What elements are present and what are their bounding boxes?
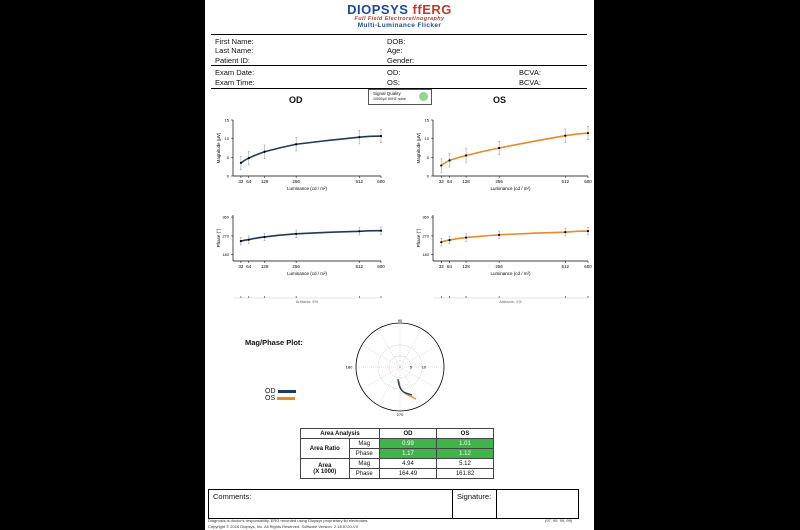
y-axis-label: Phase (°) <box>216 228 221 248</box>
series-line <box>241 231 381 241</box>
table-row <box>301 439 494 449</box>
y-tick-label: 0 <box>226 173 229 179</box>
legend-od <box>265 388 296 395</box>
series-line <box>241 136 381 163</box>
area-analysis-table <box>300 428 494 479</box>
area-label-cell <box>301 459 350 479</box>
signature-box[interactable] <box>452 489 579 519</box>
footer-disclaimer: Diagnosis is doctor's responsibility. ERG recorded using Diopsys proprietary lid electrodes. <box>208 518 369 523</box>
x-tick-label: 512 <box>561 264 570 269</box>
x-tick-label: 512 <box>355 264 364 269</box>
y-tick-label: 5 <box>226 154 229 160</box>
signal-quality-note: 10000µV 60HZ noise <box>373 97 406 101</box>
report-header <box>205 2 594 29</box>
x-tick-label: 512 <box>561 179 570 184</box>
row-label: Mag <box>349 439 380 449</box>
y-tick-label: 180 <box>222 252 229 258</box>
data-point <box>263 236 265 238</box>
chart-od-magnitude <box>216 118 385 192</box>
table-header: OD <box>380 429 437 439</box>
legend-os <box>265 395 296 402</box>
area-phase-od: 164.49 <box>380 469 437 479</box>
ratio-mag-os: 1.01 <box>437 439 494 449</box>
x-tick-label: 64 <box>447 179 453 184</box>
y-tick-label: 10 <box>224 136 229 142</box>
row-label: Phase <box>349 449 380 459</box>
chart-os-phase <box>416 215 592 276</box>
ratio-mag-od: 0.99 <box>380 439 437 449</box>
x-tick-label: 600 <box>377 264 385 269</box>
signal-quality-box <box>368 89 432 105</box>
data-point <box>358 136 360 138</box>
artifact-strip-os <box>433 296 588 304</box>
table-row <box>301 459 494 469</box>
y-tick-label: 15 <box>424 117 429 123</box>
charts-area <box>205 110 594 315</box>
x-tick-label: 64 <box>447 264 453 269</box>
x-tick-label: 512 <box>355 179 364 184</box>
polar-label: 180 <box>345 364 353 370</box>
data-point <box>295 143 297 145</box>
exam-date-label: Exam Date: <box>215 68 255 77</box>
x-axis-label: Luminance (cd / m²) <box>286 186 328 191</box>
divider <box>211 65 587 66</box>
mag-phase-polar-plot <box>340 317 460 417</box>
x-tick-label: 32 <box>438 179 444 184</box>
area-mag-od: 4.94 <box>380 459 437 469</box>
footer-code: (97, 99, 99, 99) <box>545 518 573 523</box>
first-name-label: First Name: <box>215 37 254 46</box>
x-tick-label: 64 <box>246 179 252 184</box>
x-axis-label: Luminance (cd / m²) <box>490 271 531 276</box>
signal-quality-title: Signal Quality <box>373 91 401 96</box>
y-tick-label: 270 <box>222 233 229 239</box>
patient-id-label: Patient ID: <box>215 56 251 65</box>
polar-label: 90 <box>397 318 403 323</box>
report-page <box>205 0 594 530</box>
table-header: OS <box>437 429 494 439</box>
mag-phase-title: Mag/Phase Plot: <box>245 338 303 347</box>
y-tick-label: 360 <box>422 214 429 220</box>
data-point <box>295 233 297 235</box>
comments-label: Comments: <box>213 492 252 501</box>
x-tick-label: 32 <box>238 264 244 269</box>
x-tick-label: 32 <box>238 179 244 184</box>
y-tick-label: 360 <box>222 214 229 220</box>
ratio-phase-od: 1.17 <box>380 449 437 459</box>
x-tick-label: 128 <box>260 264 269 269</box>
x-axis-label: Luminance (cd / m²) <box>286 271 328 276</box>
legend-os-label: OS <box>265 395 276 402</box>
ratio-phase-os: 1.12 <box>437 449 494 459</box>
y-tick-label: 5 <box>426 154 429 160</box>
data-point <box>587 132 589 134</box>
y-tick-label: 10 <box>424 136 429 142</box>
data-point <box>587 230 589 232</box>
legend-od-label: OD <box>265 388 276 395</box>
artifact-label: Artifacts: 5% <box>295 299 319 304</box>
header-subtitle-1: Full Field Electroretinography <box>354 16 445 22</box>
x-tick-label: 600 <box>377 179 385 184</box>
data-point <box>465 236 467 238</box>
data-point <box>465 154 467 156</box>
x-tick-label: 256 <box>292 264 300 269</box>
row-label: Mag <box>349 459 380 469</box>
last-name-label: Last Name: <box>215 46 254 55</box>
x-tick-label: 600 <box>584 179 592 184</box>
data-point <box>358 230 360 232</box>
x-tick-label: 600 <box>584 264 592 269</box>
os-label: OS: <box>387 78 400 87</box>
area-sub-label: (X 1000) <box>313 468 337 475</box>
chart-os-magnitude <box>416 118 592 192</box>
area-mag-os: 5.12 <box>437 459 494 469</box>
x-tick-label: 128 <box>260 179 269 184</box>
od-heading: OD <box>289 95 303 105</box>
legend-od-swatch <box>278 390 296 393</box>
y-tick-label: 180 <box>422 252 429 258</box>
artifact-label: Artifacts: 1% <box>499 299 522 304</box>
footer-copyright: Copyright © 2016 Diopsys, Inc. All Rights Reserved. Software Version: 2.18.5720-VX <box>208 524 359 529</box>
polar-label: 270 <box>396 412 404 417</box>
area-ratio-label: Area Ratio <box>301 439 350 459</box>
series-line <box>441 133 588 165</box>
logo-fferg: ffERG <box>412 2 452 17</box>
y-axis-label: Magnitude (µV) <box>416 132 421 164</box>
age-label: Age: <box>387 46 403 55</box>
logo <box>205 2 594 17</box>
gender-label: Gender: <box>387 56 415 65</box>
data-point <box>380 135 382 137</box>
data-point <box>240 240 242 242</box>
data-point <box>448 239 450 241</box>
x-axis-label: Luminance (cd / m²) <box>490 186 531 191</box>
y-tick-label: 15 <box>224 117 229 123</box>
area-label: Area <box>318 462 332 469</box>
data-point <box>263 151 265 153</box>
divider <box>211 34 587 35</box>
y-axis-label: Magnitude (µV) <box>216 132 221 164</box>
header-subtitle-2: Multi-Luminance Flicker <box>357 22 442 29</box>
legend-os-swatch <box>277 397 295 400</box>
data-point <box>564 135 566 137</box>
polar-label: 5 <box>409 364 413 370</box>
exam-time-label: Exam Time: <box>215 78 255 87</box>
data-point <box>564 231 566 233</box>
logo-diopsys: DIOPSYS <box>347 2 409 17</box>
os-heading: OS <box>493 95 507 105</box>
bcva-os-label: BCVA: <box>519 78 541 87</box>
dob-label: DOB: <box>387 37 406 46</box>
x-tick-label: 256 <box>292 179 300 184</box>
data-point <box>248 157 250 159</box>
x-tick-label: 64 <box>246 264 252 269</box>
data-point <box>448 159 450 161</box>
signal-quality-indicator <box>419 92 428 101</box>
data-point <box>440 164 442 166</box>
x-tick-label: 256 <box>495 264 503 269</box>
chart-od-phase <box>216 215 385 276</box>
polar-legend <box>265 388 296 402</box>
x-tick-label: 32 <box>438 264 444 269</box>
area-phase-os: 161.82 <box>437 469 494 479</box>
signature-label: Signature: <box>457 492 492 501</box>
x-tick-label: 128 <box>462 179 470 184</box>
bcva-od-label: BCVA: <box>519 68 541 77</box>
artifact-strip-od <box>233 296 381 304</box>
table-header-row <box>301 429 494 439</box>
data-point <box>440 241 442 243</box>
x-tick-label: 128 <box>462 264 470 269</box>
data-point <box>498 147 500 149</box>
row-label: Phase <box>349 469 380 479</box>
y-tick-label: 0 <box>426 173 429 179</box>
data-point <box>380 230 382 232</box>
data-point <box>248 239 250 241</box>
data-point <box>240 162 242 164</box>
y-axis-label: Phase (°) <box>416 228 421 248</box>
data-point <box>498 234 500 236</box>
table-header: Area Analysis <box>301 429 380 439</box>
y-tick-label: 270 <box>422 233 429 239</box>
polar-label: 10 <box>421 364 427 370</box>
x-tick-label: 256 <box>495 179 503 184</box>
od-label: OD: <box>387 68 401 77</box>
